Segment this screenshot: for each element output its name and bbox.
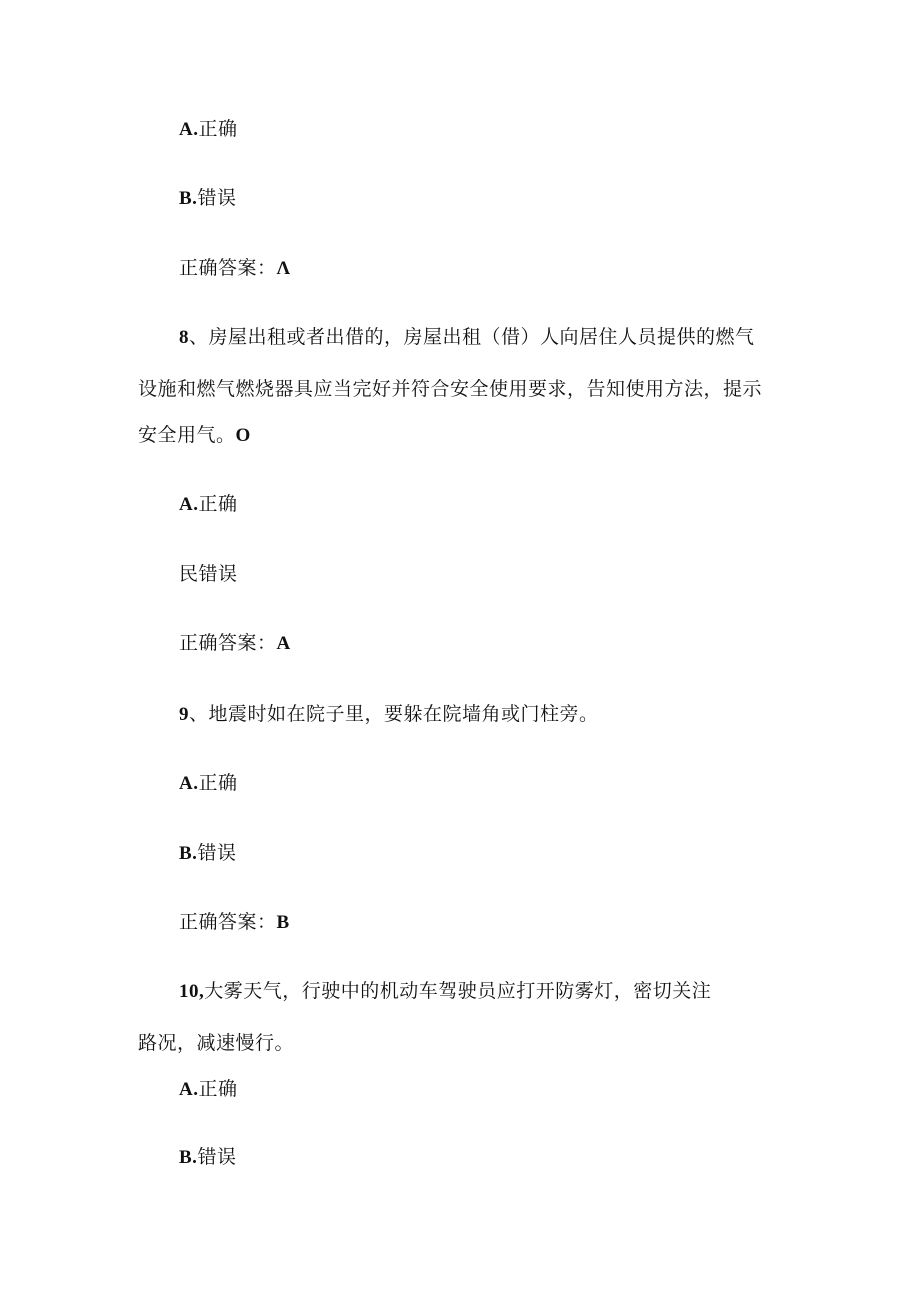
q8-line-3	[138, 423, 251, 448]
option-letter: A.	[179, 773, 199, 794]
question-text: 安全用气。	[138, 424, 236, 446]
question-text: 路况，减速慢行。	[138, 1032, 295, 1054]
question-text: 大雾天气，行驶中的机动车驾驶员应打开防雾灯，密切关注	[204, 980, 712, 1002]
option-letter: B.	[179, 843, 198, 864]
q10-line-1	[179, 979, 711, 1004]
answer-value: B	[276, 912, 290, 933]
question-number: 9	[179, 704, 189, 725]
q8-line-2	[138, 377, 762, 401]
option-text: 错误	[197, 1146, 237, 1168]
q7-answer	[179, 256, 291, 281]
option-text: 错误	[197, 842, 237, 864]
option-text: 正确	[198, 772, 238, 794]
option-letter: B.	[179, 1147, 198, 1168]
q10-option-a	[179, 1077, 238, 1102]
question-text: 设施和燃气燃烧器具应当完好并符合安全使用要求，告知使用方法，提示	[138, 378, 763, 400]
q8-option-a	[179, 492, 238, 517]
answer-label: 正确答案：	[179, 257, 277, 279]
option-text: 正确	[198, 1078, 238, 1100]
q9-option-b	[179, 841, 236, 866]
option-text: 错误	[197, 187, 237, 209]
option-letter: A.	[179, 1079, 199, 1100]
option-letter: A.	[179, 119, 199, 140]
question-number: 8	[179, 327, 189, 348]
question-mark: O	[235, 425, 251, 446]
q7-option-b	[179, 186, 236, 211]
question-text: 、地震时如在院子里，要躲在院墙角或门柱旁。	[189, 703, 599, 725]
q8-line-1	[179, 325, 755, 350]
q8-option-b	[179, 562, 238, 586]
question-number: 10,	[179, 981, 205, 1002]
answer-value: A	[276, 633, 291, 654]
answer-label: 正确答案：	[179, 911, 277, 933]
q9-answer	[179, 910, 290, 935]
option-text: 正确	[198, 493, 238, 515]
q9-option-a	[179, 771, 238, 796]
question-text: 、房屋出租或者出借的，房屋出租（借）人向居住人员提供的燃气	[189, 326, 755, 348]
q9-line-1	[179, 702, 599, 727]
option-text: 正确	[198, 118, 238, 140]
q7-option-a	[179, 117, 238, 142]
q10-option-b	[179, 1145, 236, 1170]
answer-value: Λ	[276, 258, 291, 279]
option-letter: B.	[179, 188, 198, 209]
option-letter: A.	[179, 494, 199, 515]
q8-answer	[179, 631, 291, 656]
answer-label: 正确答案：	[179, 632, 277, 654]
q10-line-2	[138, 1031, 294, 1055]
option-text: 民错误	[179, 563, 238, 585]
